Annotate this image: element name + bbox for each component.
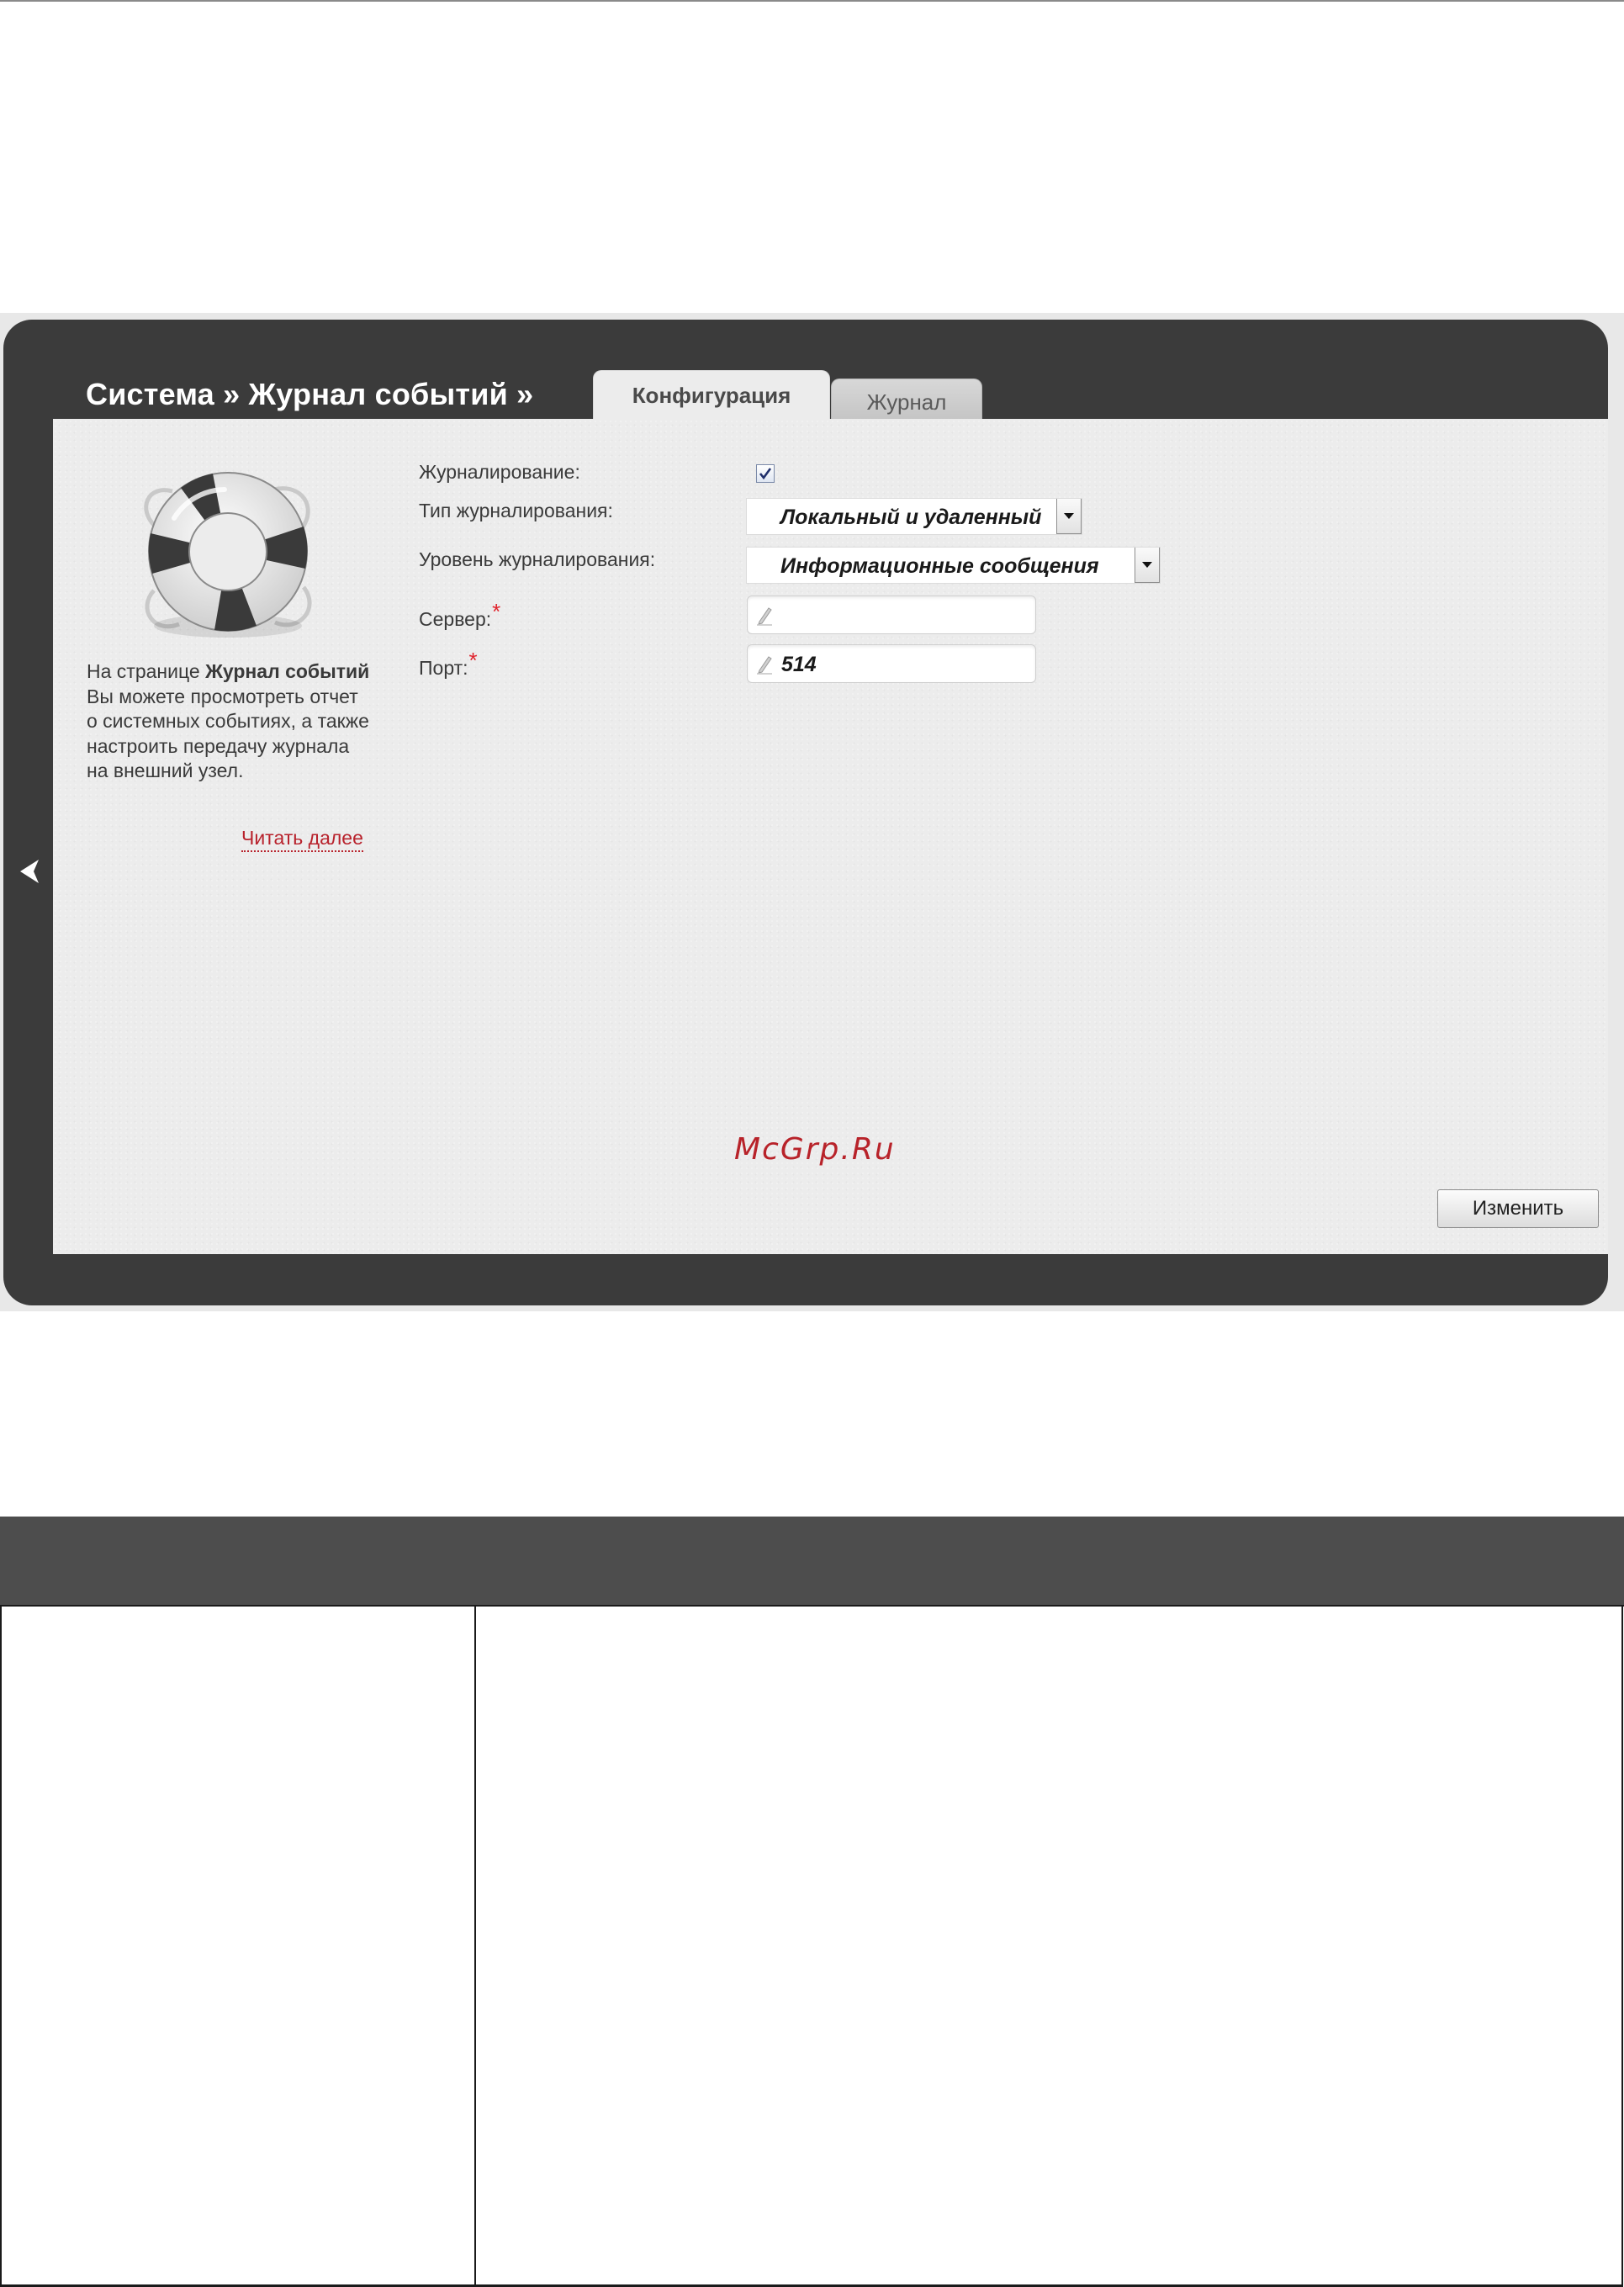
- port-label: [419, 648, 478, 680]
- logging-type-value: Локальный и удаленный: [780, 506, 1042, 529]
- server-input[interactable]: [747, 596, 1036, 634]
- tab-configuration[interactable]: Конфигурация: [593, 370, 830, 427]
- table-body: [0, 1606, 1623, 2287]
- help-text: [87, 659, 373, 784]
- logging-level-select[interactable]: [746, 547, 1161, 584]
- pencil-icon: [755, 654, 774, 675]
- logging-checkbox[interactable]: [756, 464, 775, 483]
- pencil-icon: [755, 605, 774, 627]
- submit-button[interactable]: Изменить: [1437, 1189, 1599, 1228]
- port-value: 514: [781, 653, 817, 676]
- server-label-text: Сервер:: [419, 608, 492, 630]
- content-area: [53, 419, 1608, 1254]
- logging-type-label: Тип журналирования:: [419, 500, 613, 521]
- chevron-down-icon[interactable]: [1135, 548, 1160, 583]
- lifebuoy-icon: [130, 468, 325, 646]
- settings-panel: [3, 320, 1608, 1305]
- logging-type-select[interactable]: [746, 498, 1082, 535]
- logging-level-label: Уровень журналирования:: [419, 548, 656, 570]
- port-input[interactable]: [747, 644, 1036, 683]
- logging-level-value: Информационные сообщения: [780, 554, 1099, 578]
- tab-log[interactable]: Журнал: [831, 379, 982, 426]
- help-text-suffix: Вы можете просмотреть отчет о системных событиях, а также настроить передачу журнала на внешний узел.: [87, 685, 369, 781]
- watermark: McGrp.Ru: [734, 1132, 896, 1167]
- port-label-text: Порт:: [419, 657, 468, 679]
- page-title: Система » Журнал событий »: [86, 377, 534, 411]
- chevron-down-icon[interactable]: [1056, 499, 1082, 534]
- read-more-link[interactable]: Читать далее: [241, 827, 363, 852]
- table-header: [0, 1517, 1624, 1606]
- server-label: [419, 599, 501, 632]
- help-text-prefix: На странице: [87, 660, 206, 682]
- router-ui-screenshot: [0, 313, 1624, 1311]
- required-mark: *: [468, 648, 478, 673]
- logging-label: Журналирование:: [419, 461, 580, 483]
- page-top-rule: [0, 0, 1624, 2]
- help-text-bold: Журнал событий: [205, 660, 370, 682]
- checkmark-icon: [757, 465, 774, 482]
- table-column-divider: [474, 1606, 476, 2287]
- required-mark: *: [492, 599, 501, 624]
- back-arrow-icon[interactable]: [17, 855, 42, 888]
